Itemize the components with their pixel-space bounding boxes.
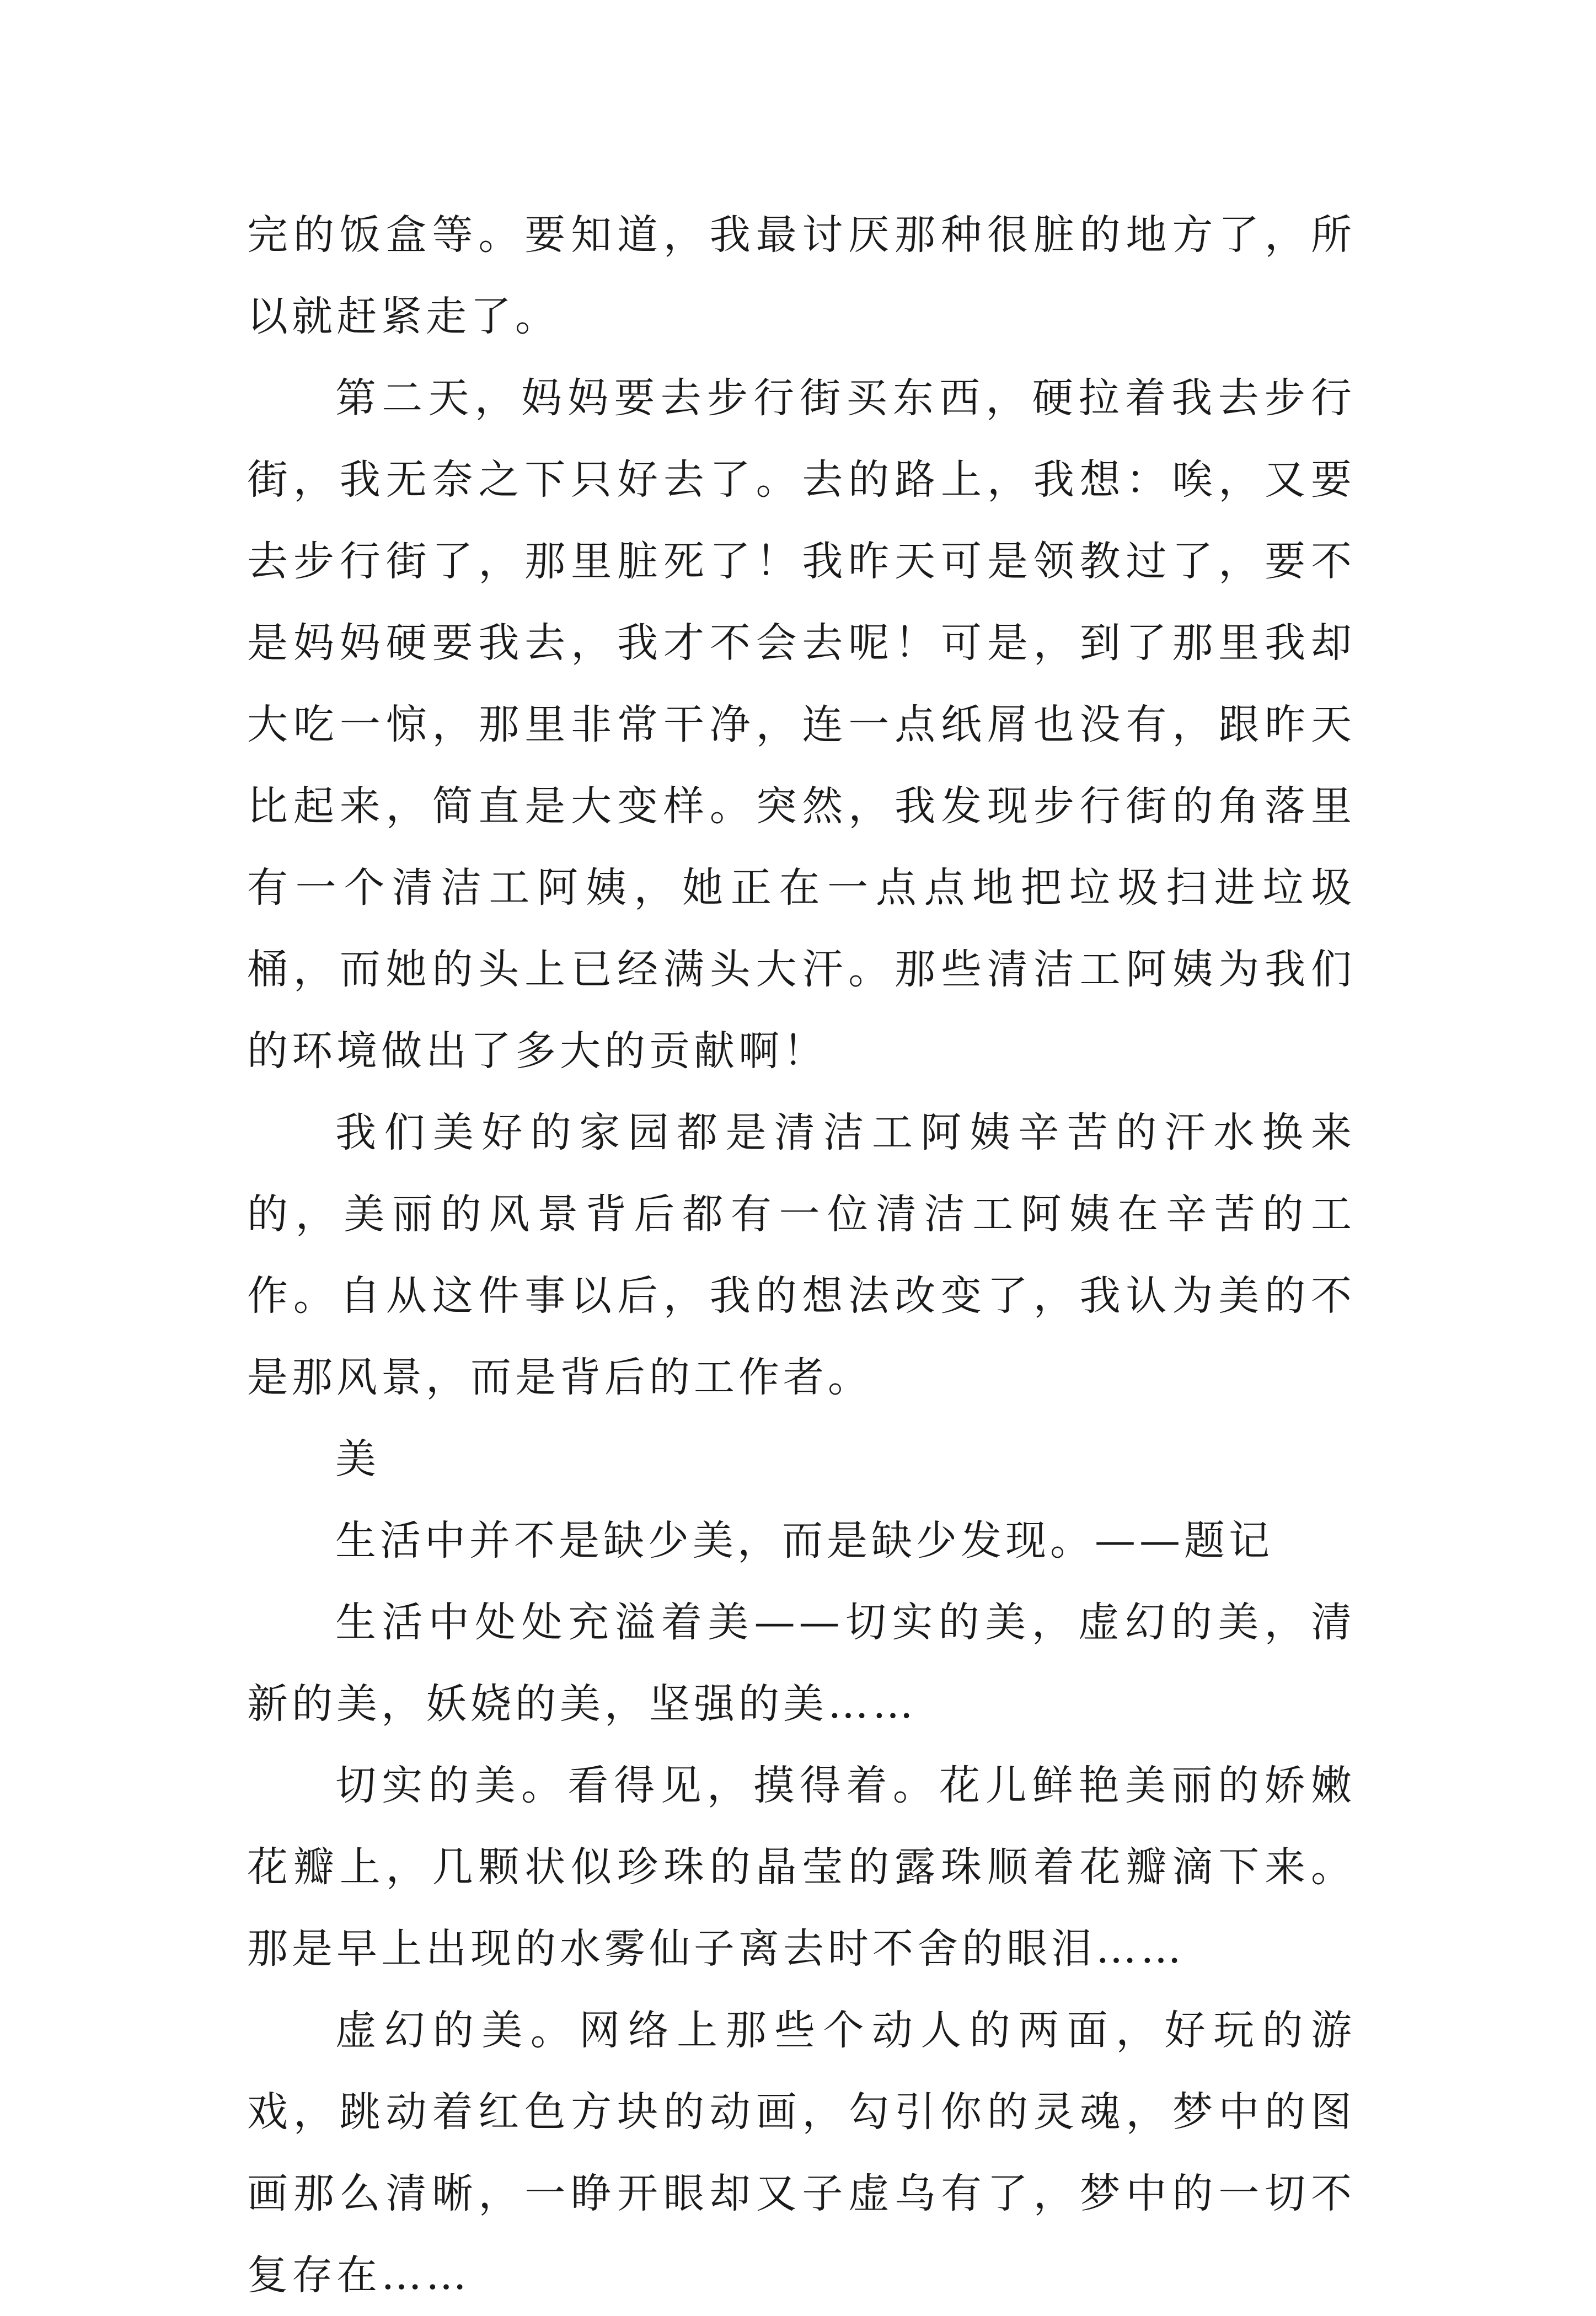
document-body [247, 194, 1356, 2316]
paragraph-2: 第二天，妈妈要去步行街买东西，硬拉着我去步行街，我无奈之下只好去了。去的路上，我想：唉，又要去步行街了，那里脏死了！我昨天可是领教过了，要不是妈妈硬要我去，我才不会去呢！可是，到了那里我却大吃一惊，那里非常干净，连一点纸屑也没有，跟昨天比起来，简直是大变样。突然，我发现步行街的角落里有一个清洁工阿姨，她正在一点点地把垃圾扫进垃圾桶，而她的头上已经满头大汗。那些清洁工阿姨为我们的环境做出了多大的贡献啊！ [247, 374, 1356, 1075]
section-title-mei: 美 [335, 1435, 380, 1483]
paragraph-3: 我们美好的家园都是清洁工阿姨辛苦的汗水换来的，美丽的风景背后都有一位清洁工阿姨在辛苦的工作。自从这件事以后，我的想法改变了，我认为美的不是那风景，而是背后的工作者。 [247, 1109, 1356, 1401]
paragraph-1: 完的饭盒等。要知道，我最讨厌那种很脏的地方了，所以就赶紧走了。 [247, 211, 1356, 340]
paragraph-7: 切实的美。看得见，摸得着。花儿鲜艳美丽的娇嫩花瓣上，几颗状似珍珠的晶莹的露珠顺着花瓣滴下来。那是早上出现的水雾仙子离去时不舍的眼泪…… [247, 1762, 1356, 1972]
paragraph-8: 虚幻的美。网络上那些个动人的两面，好玩的游戏，跳动着红色方块的动画，勾引你的灵魂，梦中的图画那么清晰，一睁开眼却又子虚乌有了，梦中的一切不复存在…… [247, 2007, 1356, 2299]
paragraph-6: 生活中处处充溢着美——切实的美，虚幻的美，清新的美，妖娆的美，坚强的美…… [247, 1599, 1356, 1728]
epigraph: 生活中并不是缺少美，而是缺少发现。——题记 [335, 1517, 1273, 1564]
